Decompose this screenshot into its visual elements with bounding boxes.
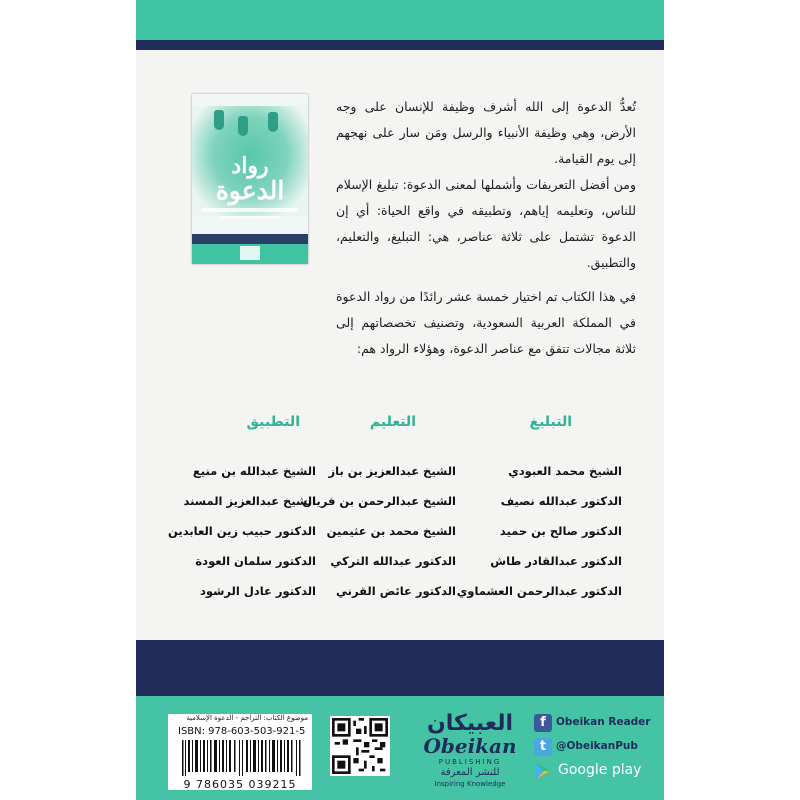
list-item: الشيخ عبدالعزيز بن باز — [328, 464, 456, 478]
social-twitter-text: @ObeikanPub — [556, 740, 638, 752]
lantern-icon — [238, 116, 248, 136]
list-item: الشيخ عبدالعزيز المسند — [183, 494, 316, 508]
top-navy-band — [136, 40, 664, 50]
list-item: الدكتور سلمان العودة — [195, 554, 316, 568]
list-item: الدكتور عبدالله نصيف — [500, 494, 622, 508]
thumb-title-line2: الدعوة — [215, 176, 285, 205]
barcode-box — [168, 714, 312, 790]
column-heading-taalim: التعليم — [369, 414, 416, 430]
list-item: الدكتور عبدالله التركي — [330, 554, 456, 568]
social-facebook-text: Obeikan Reader — [556, 716, 651, 728]
list-item: الدكتور صالح بن حميد — [499, 524, 622, 538]
publisher-logo-arabic: العبيكان — [426, 711, 513, 736]
publisher-tagline-english: Inspiring Knowledge — [434, 780, 506, 788]
qr-code — [330, 716, 390, 776]
social-facebook[interactable] — [534, 712, 664, 734]
facebook-icon: f — [534, 714, 552, 732]
column-heading-tabligh: التبليغ — [529, 414, 572, 430]
column-heading-tatbiq: التطبيق — [246, 414, 300, 430]
isbn-text: ISBN: 978-603-503-921-5 — [178, 726, 306, 737]
barcode-number: 9 786035 039215 — [183, 778, 297, 791]
names-list-taalim — [302, 456, 456, 606]
thumb-title-line1: رواد — [231, 153, 269, 179]
lantern-icon — [214, 110, 224, 130]
left-margin — [0, 0, 136, 800]
list-item: الدكتور عادل الرشود — [199, 584, 316, 598]
thumb-subtitle-bar — [220, 216, 280, 219]
thumb-subtitle-bar — [202, 208, 298, 212]
thumb-navy-band — [192, 234, 308, 244]
social-google-play-text: Google play — [558, 762, 642, 778]
top-teal-band — [136, 0, 664, 40]
publisher-label: PUBLISHING — [438, 758, 502, 766]
list-item: الشيخ عبدالرحمن بن فريان — [302, 494, 456, 508]
social-twitter[interactable] — [534, 736, 664, 758]
intro-paragraph-1: تُعدُّ الدعوة إلى الله أشرف وظيفة للإنسان على وجه الأرض، وهي وظيفة الأنبياء والرسل ومَن سار على نهجهم إلى يوم القيامة. — [336, 99, 636, 166]
social-google-play[interactable] — [534, 760, 664, 782]
google-play-triangle — [534, 762, 552, 780]
intro-paragraph-3: في هذا الكتاب تم اختيار خمسة عشر رائدًا من رواد الدعوة في المملكة العربية السعودية، وتصنيف تخصصاتهم إلى ثلاثة مجالات تتفق مع عناصر الدعوة، وهؤلاء الرواد هم: — [336, 289, 636, 356]
names-list-tabligh — [456, 456, 622, 606]
subject-label: موضوع الكتاب: التراجم - الدعوة الإسلامية — [186, 714, 308, 722]
list-item: الدكتور حبيب زين العابدين — [168, 524, 316, 538]
thumb-publisher-logo — [240, 246, 260, 260]
google-play-icon — [534, 762, 552, 780]
right-margin — [664, 0, 800, 800]
names-list-tatbiq — [166, 456, 316, 606]
book-cover-thumbnail — [192, 94, 308, 264]
list-item: الشيخ عبدالله بن منيع — [192, 464, 316, 478]
publisher-tagline-arabic: للنشر المعرفة — [440, 767, 500, 778]
barcode-bars — [182, 740, 302, 776]
list-item: الدكتور عبدالقادر طاش — [490, 554, 622, 568]
lantern-icon — [268, 112, 278, 132]
list-item: الدكتور عائض القرني — [336, 584, 456, 598]
qr-code-pattern — [332, 718, 388, 774]
bottom-navy-band — [136, 640, 664, 696]
list-item: الدكتور عبدالرحمن العشماوي — [456, 584, 622, 598]
intro-paragraph-2: ومن أفضل التعريفات وأشملها لمعنى الدعوة: تبليغ الإسلام للناس، وتعليمه إياهم، وتطبيقه في واقع الحياة: أي إن الدعوة تشتمل على ثلاثة عناصر، هي: التبليغ، والتعليم، والتطبيق. — [336, 177, 636, 270]
list-item: الشيخ محمد بن عثيمين — [326, 524, 456, 538]
twitter-icon: t — [534, 738, 552, 756]
publisher-logo-english: Obeikan — [423, 734, 517, 758]
list-item: الشيخ محمد العبودي — [508, 464, 622, 478]
